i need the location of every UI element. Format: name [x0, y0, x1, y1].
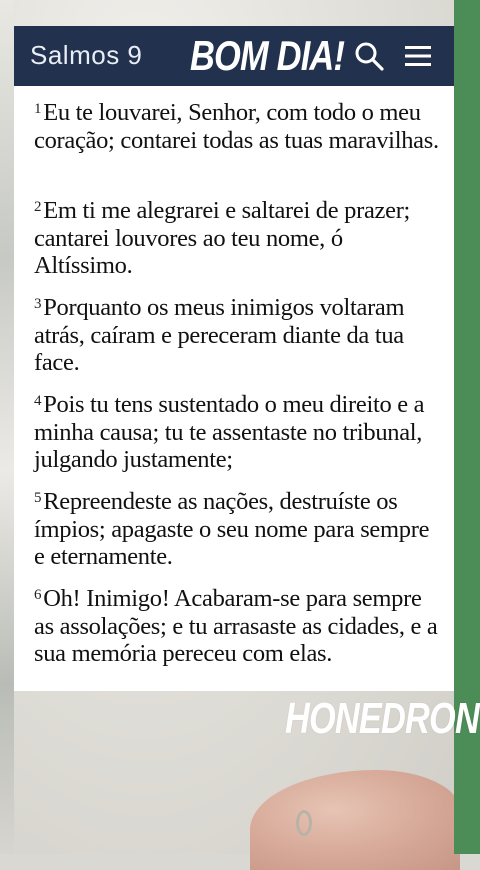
background-blur-strip: [0, 0, 14, 854]
verse-number: 5: [34, 490, 42, 506]
verse-4: [34, 388, 442, 474]
verse-text: Pois tu tens sustentado o meu direito e a minha causa; tu te assentaste no tribunal, julgando justamente;: [34, 391, 425, 473]
search-button[interactable]: [351, 38, 387, 74]
search-icon: [354, 41, 384, 71]
app-header: [14, 26, 454, 86]
verse-number: 6: [34, 587, 42, 603]
background-ring-image: [296, 810, 312, 836]
book-title[interactable]: Salmos 9: [30, 40, 143, 70]
verse-text: Repreendeste as nações, destruíste os ímpios; apagaste o seu nome para sempre e eternamente.: [34, 488, 430, 570]
verse-number: 4: [34, 393, 42, 409]
verse-number: 2: [34, 199, 42, 215]
verse-3: [34, 291, 442, 377]
verse-text: Eu te louvarei, Senhor, com todo o meu coração; contarei todas as tuas maravilhas.: [34, 99, 439, 154]
verse-content-panel[interactable]: [14, 86, 454, 691]
watermark-text: HONEDRON: [285, 694, 479, 743]
verse-2: [34, 194, 442, 280]
verse-text: Em ti me alegrarei e saltarei de prazer; cantarei louvores ao teu nome, ó Altíssimo.: [34, 197, 411, 279]
verse-text: Porquanto os meus inimigos voltaram atrás, caíram e pereceram diante da tua face.: [34, 294, 405, 376]
brand-logo: BOM DIA!: [190, 32, 345, 79]
verse-number: 3: [34, 296, 42, 312]
hamburger-menu-icon: [403, 43, 433, 69]
verse-1: [34, 96, 442, 154]
verse-5: [34, 485, 442, 571]
verse-text: Oh! Inimigo! Acabaram-se para sempre as assolações; e tu arrasaste as cidades, e a sua memória pereceu com elas.: [34, 585, 438, 667]
verse-number: 1: [34, 101, 42, 117]
menu-button[interactable]: [400, 38, 436, 74]
verse-6: [34, 582, 442, 668]
